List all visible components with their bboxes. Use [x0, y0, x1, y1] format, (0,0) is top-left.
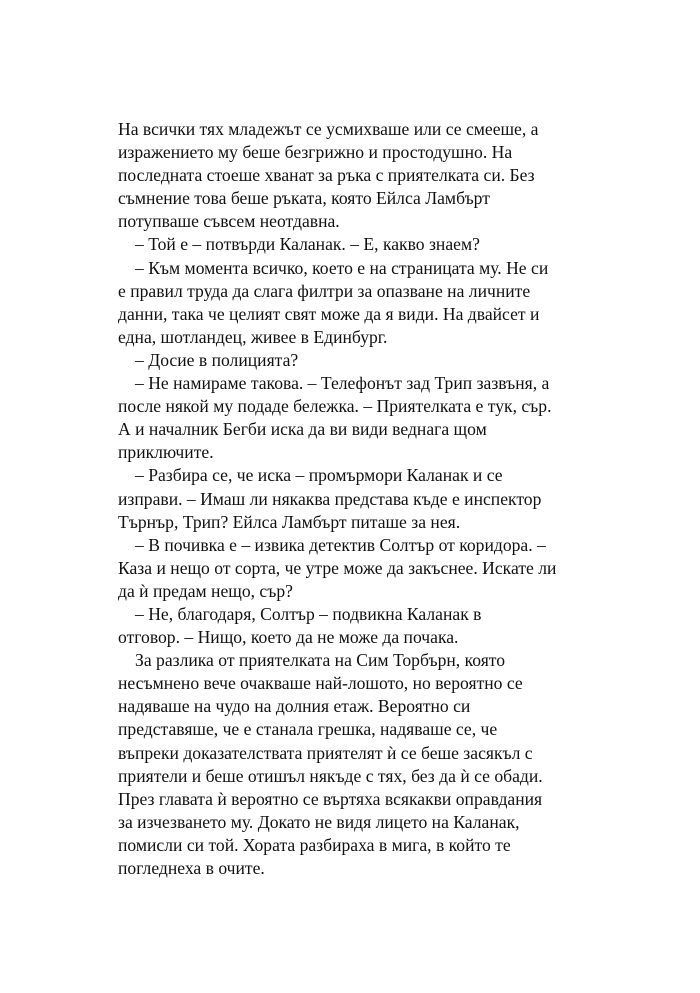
text-line: – Той е – потвърди Каланак. – Е, какво знаем?: [135, 234, 480, 255]
text-line: погледнеха в очите.: [118, 858, 265, 878]
text-line: една, шотландец, живее в Единбург.: [118, 326, 388, 347]
text-line: На всички тях младежът се усмихваше или се смееше, а: [118, 119, 539, 139]
text-line: изражението му беше безгрижно и простодушно. На: [118, 142, 513, 163]
text-line: – Към момента всичко, което е на страницата му. Не си: [135, 257, 549, 278]
text-line: представяше, че е станала грешка, надяваше се, че: [118, 719, 498, 740]
text-line: е правил труда да слага филтри за опазване на личните: [118, 280, 531, 301]
text-line: – В почивка е – извика детектив Солтър от коридора. –: [135, 534, 546, 555]
text-line: Каза и нещо от сорта, че утре може да закъснее. Искате ли: [118, 557, 557, 578]
text-line: приятели и беше отишъл някъде с тях, без да ѝ се обади.: [118, 765, 543, 786]
text-line: Търнър, Трип? Ейлса Ламбърт питаше за нея.: [118, 511, 461, 532]
text-line: данни, така че целият свят може да я види. На двайсет и: [118, 303, 540, 324]
text-line: изправи. – Имаш ли някаква представа къде е инспектор: [118, 488, 542, 509]
text-line: През главата ѝ вероятно се въртяха всякакви оправдания: [118, 788, 543, 809]
text-line: За разлика от приятелката на Сим Торбърн, която: [135, 650, 506, 671]
text-line: – Не намираме такова. – Телефонът зад Трип зазвъня, а: [135, 373, 550, 394]
text-line: приключите.: [118, 442, 214, 463]
text-line: въпреки доказателствата приятелят ѝ се беше засякъл с: [118, 742, 533, 763]
text-line: несъмнено вече очакваше най-лошото, но вероятно се: [118, 673, 523, 694]
text-line: помисли си той. Хората разбираха в мига, в който те: [118, 834, 511, 855]
text-line: за изчезването му. Докато не видя лицето на Каланак,: [118, 811, 520, 832]
text-line: А и началник Бегби иска да ви види веднага щом: [118, 419, 487, 440]
text-line: да ѝ предам нещо, сър?: [118, 580, 293, 601]
text-line: отговор. – Нищо, което да не може да почака.: [118, 627, 459, 648]
page-text: [118, 118, 588, 880]
text-line: – Не, благодаря, Солтър – подвикна Каланак в: [135, 603, 482, 624]
text-line: последната стоеше хванат за ръка с приятелката си. Без: [118, 165, 535, 186]
text-line: надяваше на чудо на долния етаж. Вероятно си: [118, 696, 471, 717]
text-line: после някой му подаде бележка. – Приятелката е тук, сър.: [118, 396, 552, 417]
text-line: потупваше съвсем неотдавна.: [118, 211, 340, 232]
text-line: – Досие в полицията?: [135, 349, 299, 370]
text-line: – Разбира се, че иска – промърмори Каланак и се: [135, 465, 503, 486]
text-line: съмнение това беше ръката, която Ейлса Ламбърт: [118, 188, 490, 209]
